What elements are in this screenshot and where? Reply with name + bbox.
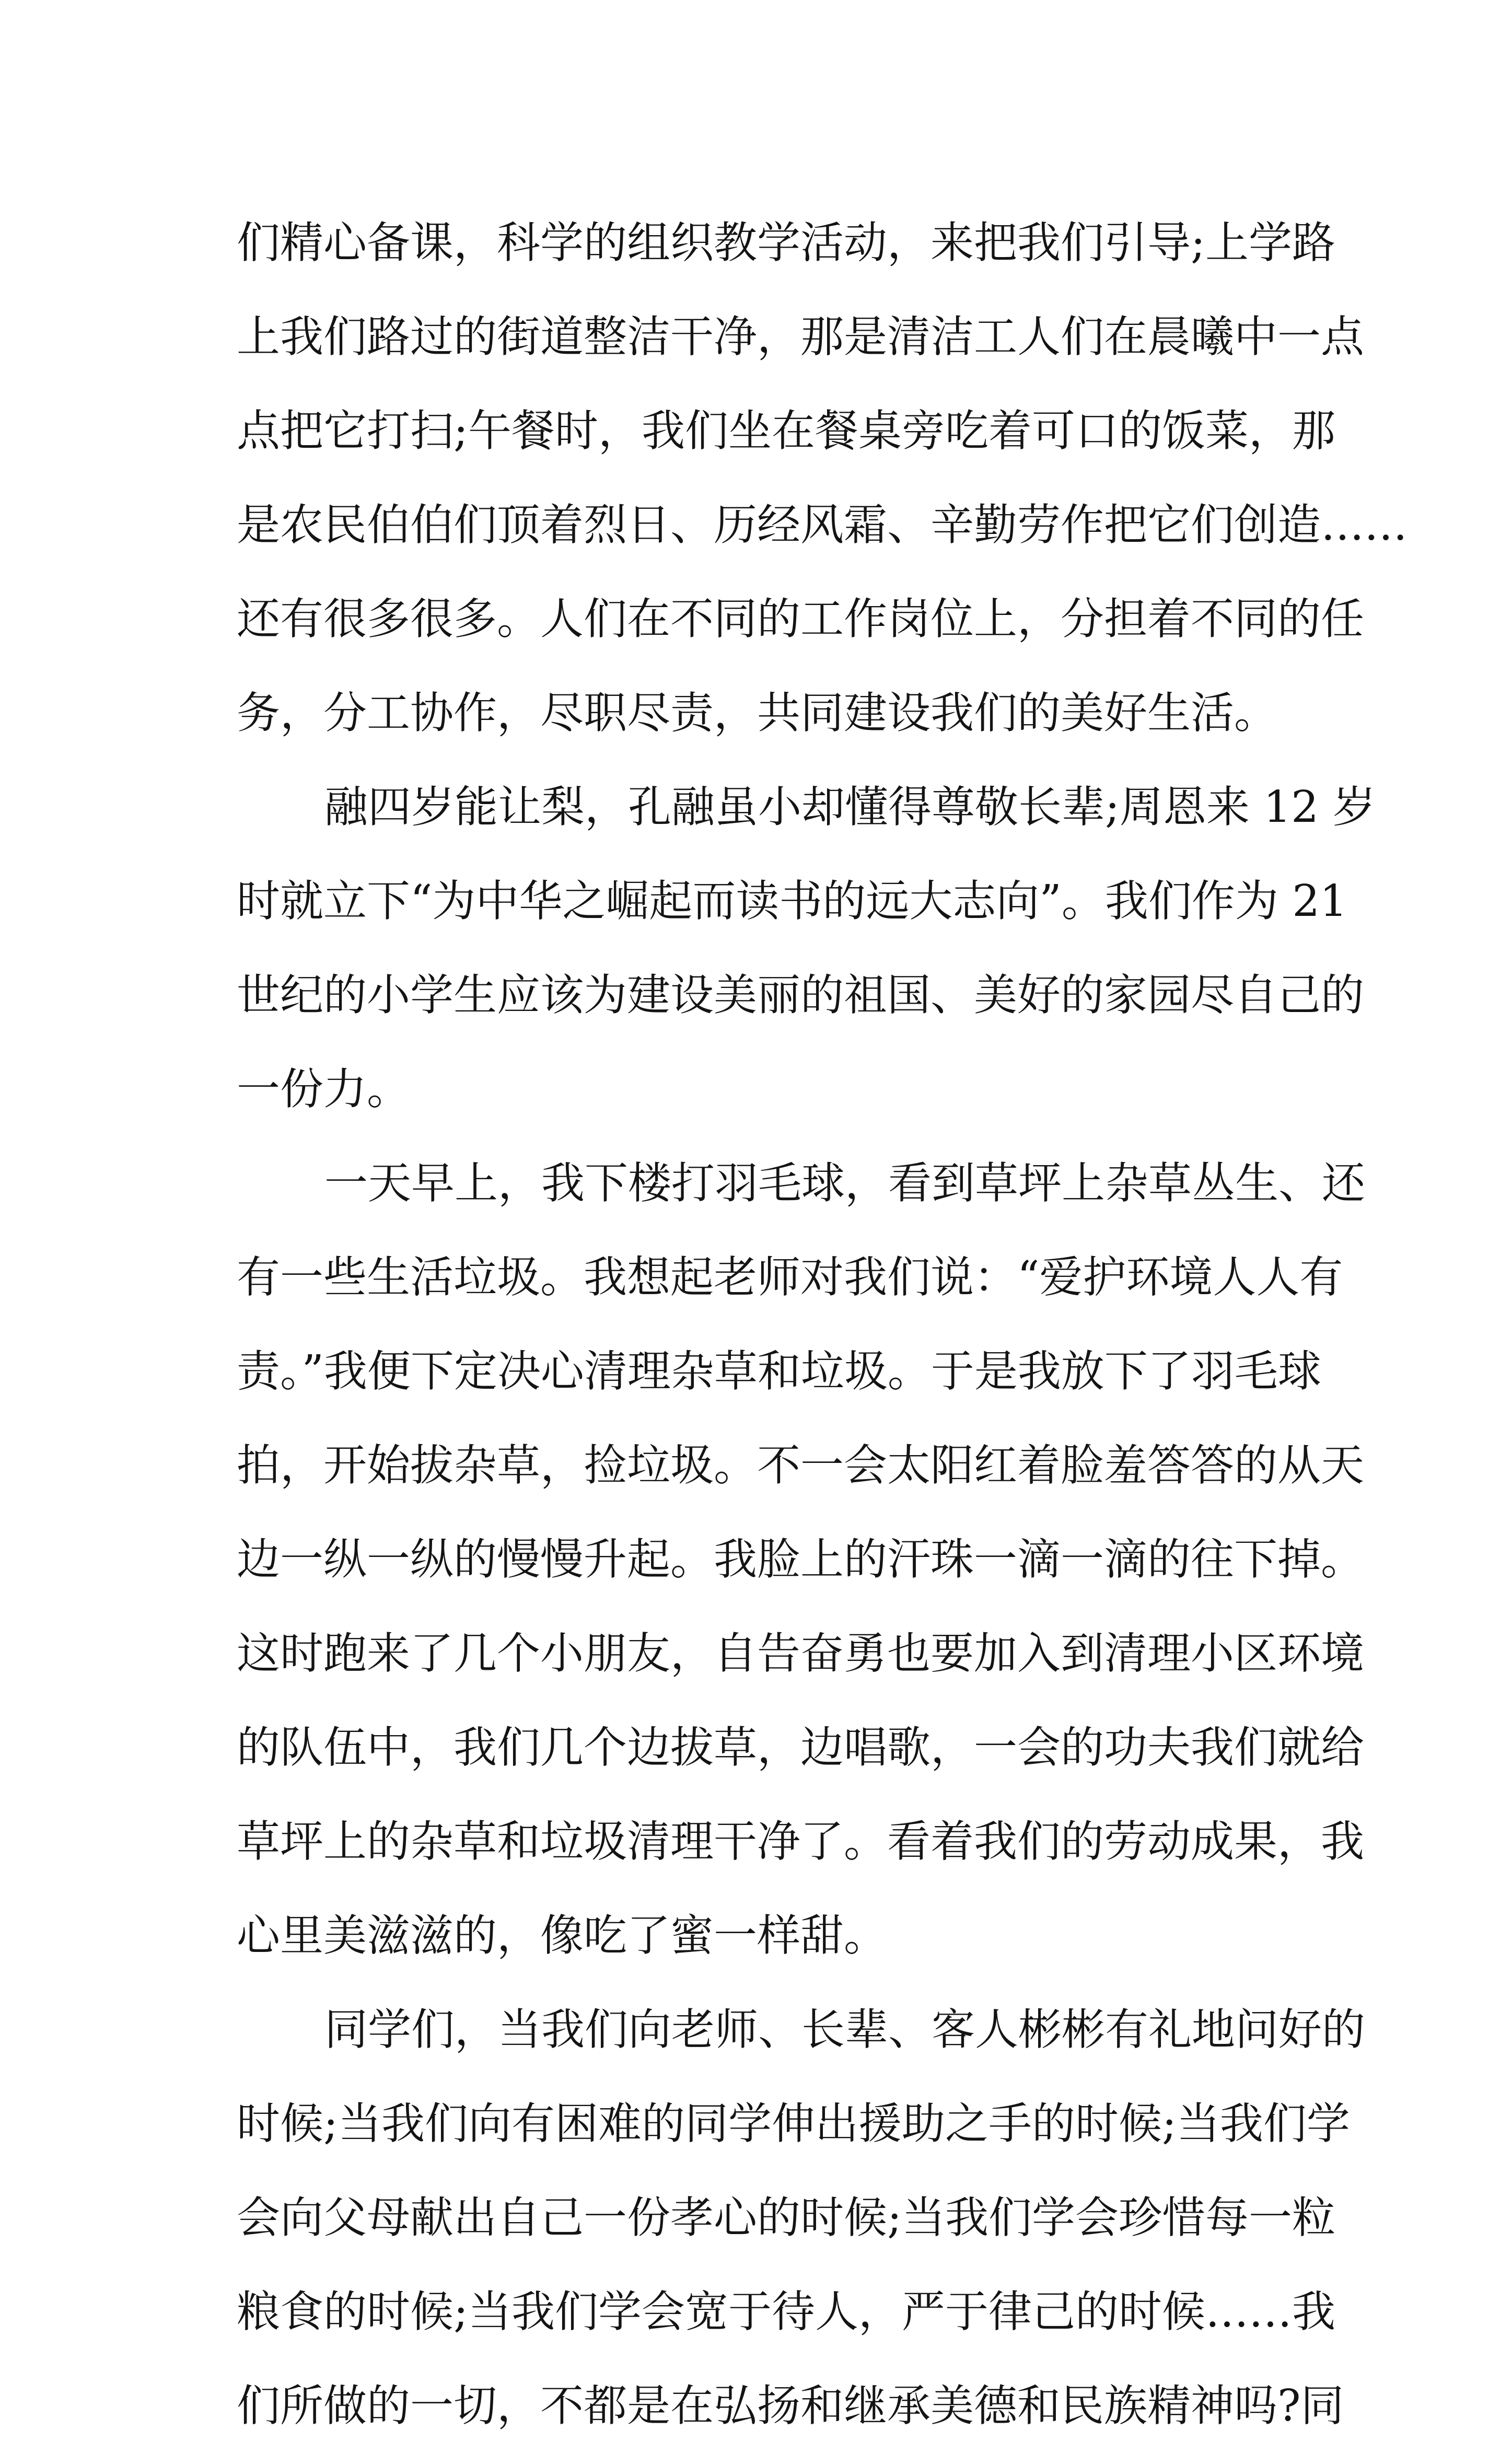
text-line: 还有很多很多。人们在不同的工作岗位上，分担着不同的任: [237, 594, 1364, 644]
text-line: 时就立下“为中华之崛起而读书的远大志向”。我们作为 21: [237, 876, 1347, 926]
text-line: 一天早上，我下楼打羽毛球，看到草坪上杂草丛生、还: [324, 1158, 1365, 1208]
text-line: 同学们，当我们向老师、长辈、客人彬彬有礼地问好的: [324, 2004, 1365, 2055]
paragraph-4: [237, 1983, 1365, 2453]
text-line: 们精心备课，科学的组织教学活动，来把我们引导;上学路: [237, 217, 1335, 268]
text-line: 们所做的一切，不都是在弘扬和继承美德和民族精神吗?同: [237, 2380, 1344, 2431]
text-line: 融四岁能让梨，孔融虽小却懂得尊敬长辈;周恩来 12 岁: [324, 782, 1376, 832]
text-line: 有一些生活垃圾。我想起老师对我们说：“爱护环境人人有: [237, 1252, 1343, 1303]
text-line: 务，分工协作，尽职尽责，共同建设我们的美好生活。: [237, 688, 1277, 738]
text-line: 这时跑来了几个小朋友，自告奋勇也要加入到清理小区环境: [237, 1628, 1364, 1679]
paragraph-2: [237, 760, 1376, 1136]
text-line: 的队伍中，我们几个边拔草，边唱歌，一会的功夫我们就给: [237, 1722, 1364, 1773]
paragraph-1: [237, 196, 1408, 760]
text-line: 时候;当我们向有困难的同学伸出援助之手的时候;当我们学: [237, 2098, 1350, 2149]
text-line: 责。”我便下定决心清理杂草和垃圾。于是我放下了羽毛球: [237, 1346, 1321, 1397]
paragraph-3: [237, 1136, 1365, 1983]
text-line: 上我们路过的街道整洁干净，那是清洁工人们在晨曦中一点: [237, 311, 1364, 362]
text-line: 会向父母献出自己一份孝心的时候;当我们学会珍惜每一粒: [237, 2192, 1335, 2243]
document-body: [237, 196, 1408, 2453]
text-line: 粮食的时候;当我们学会宽于待人，严于律己的时候……我: [237, 2286, 1335, 2337]
text-line: 一份力。: [237, 1064, 410, 1114]
text-line: 世纪的小学生应该为建设美丽的祖国、美好的家园尽自己的: [237, 970, 1364, 1020]
text-line: 边一纵一纵的慢慢升起。我脸上的汗珠一滴一滴的往下掉。: [237, 1534, 1364, 1585]
text-line: 点把它打扫;午餐时，我们坐在餐桌旁吃着可口的饭菜，那: [237, 405, 1335, 456]
text-line: 心里美滋滋的，像吃了蜜一样甜。: [237, 1910, 887, 1961]
text-line: 草坪上的杂草和垃圾清理干净了。看着我们的劳动成果，我: [237, 1816, 1364, 1867]
text-line: 是农民伯伯们顶着烈日、历经风霜、辛勤劳作把它们创造……: [237, 499, 1408, 550]
text-line: 拍，开始拔杂草，捡垃圾。不一会太阳红着脸羞答答的从天: [237, 1440, 1364, 1491]
